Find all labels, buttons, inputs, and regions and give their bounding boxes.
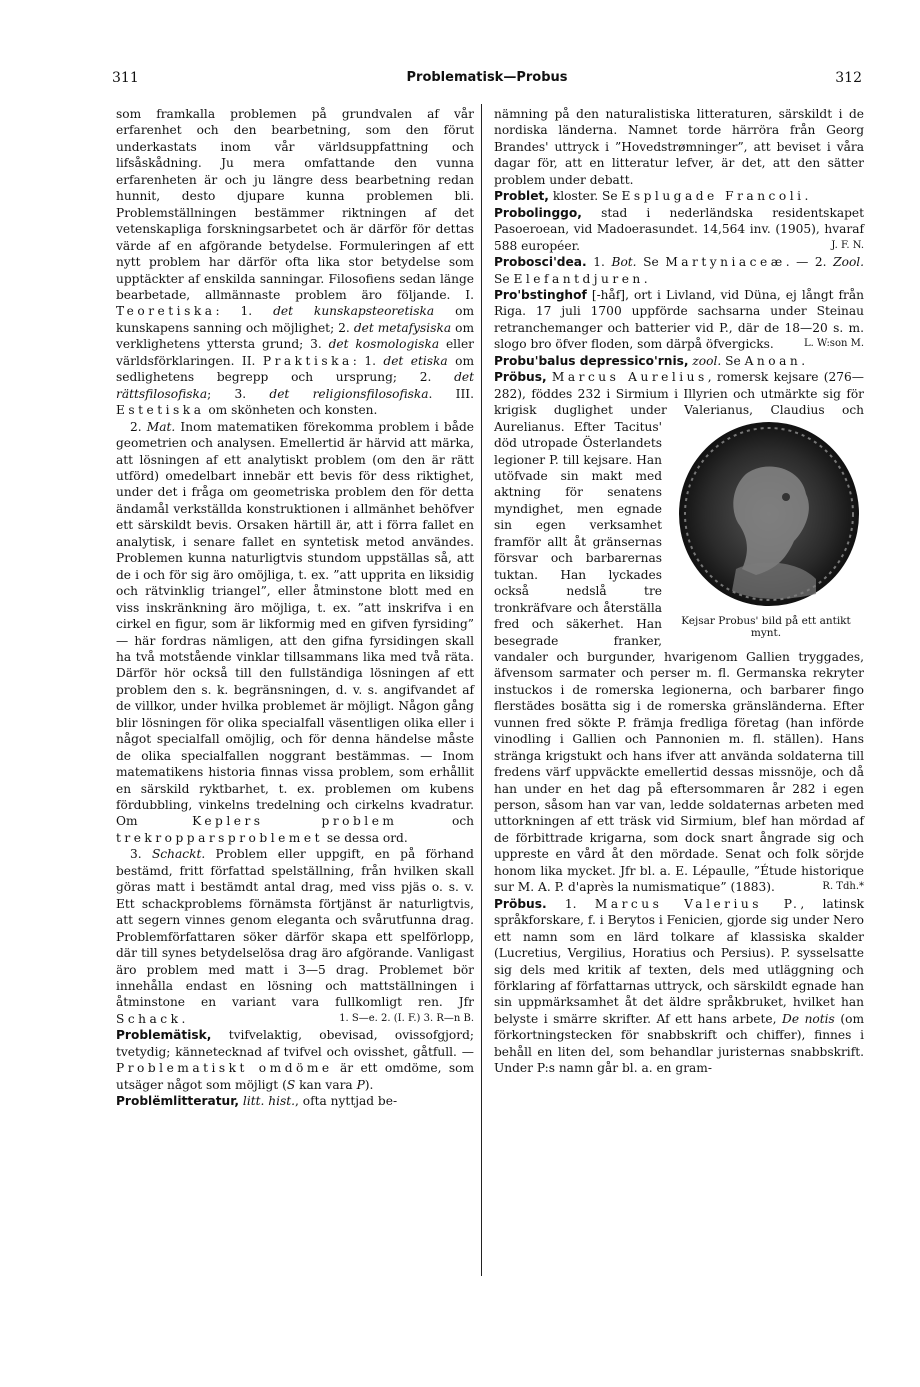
entry-proboscidea: Probosci'dea. 1. Bot. Se Martyniaceæ. — 2. Zool. Se Elefantdjuren. <box>494 255 865 286</box>
entry-probstinghof: Pro'bstinghof [-håf], ort i Livland, vid Düna, ej långt från Riga. 17 juli 1700 uppförde sachsarna under Steinau retranchemanger och batterier vid P., där de 18—20 s. m. slogo bro öfver floden, som därpå öfvergicks. L. W:son M. <box>494 287 865 352</box>
running-title: Problematisk—Probus <box>406 70 568 85</box>
page-header <box>112 70 862 90</box>
signature: L. W:son M. <box>804 338 864 350</box>
coin-caption: Kejsar Probus' bild på ett antikt mynt. <box>681 614 851 639</box>
entry-problematisk: Problemätisk, tvifvelaktig, obevisad, ovissоfgjord; tvetydig; kännetecknad af tvifvel och ovisshet, gåtfull. — Problematiskt omdöme är ett omdöme, som utsäger något som möjligt (S kan vara P). <box>116 1028 475 1092</box>
entry-probubalus: Probu'balus depressico'rnis, zool. Se Anoan. <box>494 353 806 368</box>
signature: 1. S—e. 2. (I. F.) 3. R—n B. <box>339 1012 474 1024</box>
paragraph-continuation: nämning på den naturalistiska litteraturen, särskildt i de nordiska länderna. Namnet torde härröra från Georg Brandes' uttryck i ”Hovedstrømninger”, att beviset i våra dagar för, att en litteratur lefver, är det, att den sätter problem under debatt. <box>494 107 864 187</box>
paragraph-mathematics: 2. Mat. Inom matematiken förekomma problem i både geometrien och analysen. Emellertid är härvid att märka, att lösningen af ett analytiskt problem (om den är rätt utförd) omedelbart innebär ett bevis för dess riktighet, under det i fråga om geometriska problem den för detta ändamål verkställda konstruktionen i allmänhet behöfver ett särskildt bevis. Orsaken härtill är, att i förra fallet en analytisk, i senare fallet en syntetisk metod användes. Problemen kunna naturligtvis stundom uppställas så, att de i och för sig äro omöjliga, t. ex. ”att uppritа en liksidig och rätvinklig triangel”, eller åtminstone blott med en viss inskränkning äro möjliga, t. ex. ”att inskrifva i en cirkel en figur, som är likformig med en gifven fyrsiding” — här fordras nämligen, att den gifna fyrsidingen skall ha två motstående vinklar tillsammans lika med två räta. Därför hör också till den fullständiga lösningen af ett problem den s. k. begränsningen, d. v. s. angifvandet af de villkor, under hvilka problemet är möjligt. Någon gång blir lösningen för olika specialfall väsentligen olika eller i något specialfall omöjlig, och för denna händelse måste de olika specialfallen noggrant bestämmas. — Inom matematikens historia finnas vissa problem, som erhållit en särskild ryktbarhet, t. ex. problemen om kubens fördubbling, vinkelns tredelning och cirkelns kvadratur. Om Keplers problem och trekropparsproblemet se dessa ord. <box>116 419 474 845</box>
entry-probolinggo: Probolinggo, stad i nederländska residentskapet Pasoeroean, vid Madoerasundet. 14,564 inv. (1905), hvaraf 588 européer. J. F. N. <box>494 205 865 253</box>
coin-image <box>676 419 862 609</box>
signature: R. Tdh.* <box>822 881 864 893</box>
entry-problemlitteratur: Problëmlitteratur, litt. hist., ofta nyttjad be- <box>116 1094 398 1109</box>
coin-figure <box>668 419 864 647</box>
page-number-right: 312 <box>835 70 862 86</box>
entry-probus-grammarian: Pröbus. 1. Marcus Valerius P., latinsk språkforskare, f. i Berytos i Fenicien, gjorde sig under Nero ett namn som en lärd tolkare af klassiska skalder (Lucretius, Vergilius, Horatius och Persius). P. sysselsatte sig dels med kritik af texten, dels med utläggning och förklaring af författarnas uttryck, och särskildt egnade han sin uppmärksamhet åt det äldre språkbruket, hvilket han belyste i smärre skrifter. Af ett hans arbete, De notis (om förkortningstecken för snabbskrift och chiffer), finnes i behåll en liten del, som behandlar juristernas snabbskrift. Under P:s namn går bl. a. en gram- <box>494 896 865 1076</box>
signature: J. F. N. <box>831 239 864 251</box>
probus-text-start: , romersk kejsare (276—282), föddes 232 i Sirmium i Illyrien och utmärkte sig för krigisk duglighet under Valerianus, Claudius och Aurelianus. Kejsar Probus' bild på ett antikt mynt. Efter Tacitus' död utropade Österlandets legioner P. till kejsare. Han utöfvade sin makt med aktning för senatens myndighet, men egnade sin egen verksamhet framför allt åt gränsernas försvar och barbarernas tuktan. Han lyckades också nedslå tre tronkräfvare och återställa fred och säkerhet. Han besegrade franker, vandaler och burgunder, hvarigenom Gallien tryggades, äfvensom sarmater och perser m. fl. Germanska rekryter instuckos i de romerska legionerna, och barbarer fingo flerstädes bosätta sig i de romerska gränsländerna. Efter vunnen fred sökte P. främja fredliga företag (han införde vinodling i Gallien och Pannonien m. fl. ställen). Hans stränga krigstukt och hans ifver att använda soldaterna till fredens värf uppväckte emellertid dessas missnöje, och då han under en het dag på eftersommaren år 282 i egen person, såsom han var van, ledde soldaternas arbeten med uttorkningen af ett träsk vid Sirmium, blef han mördad af de förbittrade krigarna, som dock snart ångrade sig och uppreste en vård åt den mördade. Senat och folk sörjde honom lika mycket. Jfr bl. a. E. Lépaulle, ”Étude historique sur M. A. P. d'après la numismatique” (1883). R. Tdh.* <box>494 370 864 895</box>
paragraph-chess: 3. Schackt. Problem eller uppgift, en på förhand bestämd, fritt författad spelställning, från hvilken skall göras matt i bestämdt antal drag, med viss pjäs o. s. v. Ett schackproblems förnämsta förtjänst är naturligtvis, att segern vinnes genom eleganta och svårutfunna drag. Problemförfattaren söker därför skapa ett spelförlopp, där till synes betydelselösa drag äro afgörande. Vanligast äro problem med matt i 3—5 drag. Problemet bör innehålla endast en lösning och mattställningen i åtminstone en variant vara fullkomligt ren. Jfr Schack. 1. S—e. 2. (I. F.) 3. R—n B. <box>116 847 474 1026</box>
right-column <box>494 106 864 1077</box>
paragraph-philosophy: som framkalla problemen på grundvalen af vår erfarenhet och den bearbetning, som den förut underkastats inom vår världsuppfattning och lifsåskådning. Ju mera omfattande den vunna erfarenheten är och ju längre dess bearbetning redan hunnit, desto djupare kunna problemen bli. Problemställningen bestämmer riktningen af det vetenskapliga forskningsarbetet och är därför för dettas värde af en afgörande betydelse. Formuleringen af ett nytt problem har därför ofta lika stor betydelse som upptäckter af enskilda sanningar. Filosofiens sedan länge bearbetade, allmännaste problem äro följande. I. Teoretiska: 1. det kunskapsteoretiska om kunskapens sanning och möjlighet; 2. det metafysiska om verklighetens yttersta grund; 3. det kosmologiska eller världsförklaringen. II. Praktiska: 1. det etiska om sedlighetens begrepp och ursprung; 2. det rättsfilosofiska; 3. det religionsfilosofiska. III. Estetiska om skönheten och konsten. <box>116 107 475 418</box>
page-number-left: 311 <box>112 70 139 86</box>
entry-problet: Problet, kloster. Se Esplugade Francoli. <box>494 189 809 204</box>
left-column <box>116 106 474 1110</box>
column-divider <box>481 104 482 1276</box>
entry-probus-emperor: Pröbus, Marcus Aurelius, romersk kejsare (276—282), föddes 232 i Sirmium i Illyrien och utmärkte sig för krigisk duglighet under Valerianus, Claudius och Aurelianus. Kejsar Probus' bild på ett antikt mynt. Efter Tacitus' död utropade Österlandets legioner P. till kejsare. Han utöfvade sin makt med aktning för senatens myndighet, men egnade sin egen verksamhet framför allt åt gränsernas försvar och barbarernas tuktan. Han lyckades också nedslå tre tronkräfvare och återställa fred och säkerhet. Han besegrade franker, vandaler och burgunder, hvarigenom Gallien tryggades, äfvensom sarmater och perser m. fl. Germanska rekryter instuckos i de romerska legionerna, och barbarer fingo flerstädes bosätta sig i de romerska gränsländerna. Efter vunnen fred sökte P. främja fredliga företag (han införde vinodling i Gallien och Pannonien m. fl. ställen). Hans stränga krigstukt och hans ifver att använda soldaterna till fredens värf uppväckte emellertid dessas missnöje, och då han under en het dag på eftersommaren år 282 i egen person, såsom han var van, ledde soldaternas arbeten med uttorkningen af ett träsk vid Sirmium, blef han mördad af de förbittrade krigarna, som dock snart ångrade sig och uppreste en vård åt den mördade. Senat och folk sörjde honom lika mycket. Jfr bl. a. E. Lépaulle, ”Étude historique sur M. A. P. d'après la numismatique” (1883). R. Tdh.* <box>494 370 864 895</box>
